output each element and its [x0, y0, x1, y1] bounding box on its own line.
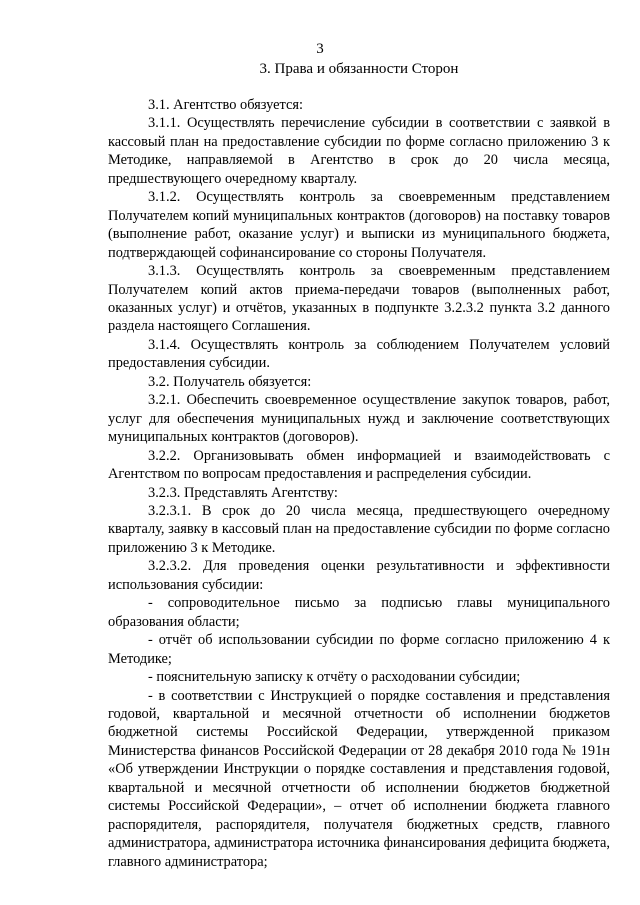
section-title: 3. Права и обязанности Сторон [259, 61, 459, 77]
paragraph-3-2: 3.2. Получатель обязуется: [148, 373, 312, 390]
list-item-cover-letter: - сопроводительное письмо за подписью главы муниципального образования области; [108, 595, 610, 630]
paragraph-3-1-2: 3.1.2. Осуществлять контроль за своевременным представлением Получателем копий муниципальных контрактов (договоров) на поставку товаров (выполнение работ, оказание услуг) и выписки из муниципального бюджета, подтверждающей софинансирование со стороны Получателя. [108, 189, 610, 261]
paragraph-3-2-3: 3.2.3. Представлять Агентству: [148, 484, 338, 501]
paragraph-3-2-3-2: 3.2.3.2. Для проведения оценки результативности и эффективности использования субсидии: [108, 558, 610, 593]
paragraph-3-1-4: 3.1.4. Осуществлять контроль за соблюдением Получателем условий предоставления субсидии. [108, 336, 610, 372]
list-item-budget-report: - в соответствии с Инструкцией о порядке составления и представления годовой, квартальной и месячной отчетности об исполнении бюджетов бюджетной системы Российской Федерации, утвержденной приказом Министерства финансов Российской Федерации от 28 декабря 2010 года № 191н «Об утверждении Инструкции о порядке составления и представления годовой, квартальной и месячной отчетности об исполнении бюджетов бюджетной системы Российской Федерации», – отчет об исполнении бюджета главного распорядителя, распорядителя, получателя бюджетных средств, главного администратора, администратора источника финансирования дефицита бюджета, главного администратора; [108, 687, 610, 870]
paragraph-3-2-2: 3.2.2. Организовывать обмен информацией и взаимодействовать с Агентством по вопросам предоставления и распределения субсидии. [108, 447, 610, 483]
list-item-explanatory-note: - пояснительную записку к отчёту о расходовании субсидии; [148, 669, 521, 686]
list-item-usage-report: - отчёт об использовании субсидии по форме согласно приложению 4 к Методике; [108, 632, 610, 667]
paragraph-3-1-3: 3.1.3. Осуществлять контроль за своевременным представлением Получателем копий актов приема-передачи товаров (выполненных работ, оказанных услуг) и отчётов, указанных в подпункте 3.2.3.2 пункта 3.2 данного раздела настоящего Соглашения. [108, 263, 610, 335]
document-body [108, 96, 610, 871]
paragraph-3-1: 3.1. Агентство обязуется: [148, 97, 304, 113]
page-number: 3 [316, 41, 324, 57]
paragraph-3-2-3-1: 3.2.3.1. В срок до 20 числа месяца, предшествующего очередному кварталу, заявку в кассовый план на предоставление субсидии по форме согласно приложению 3 к Методике. [108, 502, 610, 556]
paragraph-3-2-1: 3.2.1. Обеспечить своевременное осуществление закупок товаров, работ, услуг для обеспечения муниципальных нужд и заключение соответствующих муниципальных контрактов (договоров). [108, 392, 610, 446]
paragraph-3-1-1: 3.1.1. Осуществлять перечисление субсидии в соответствии с заявкой в кассовый план на предоставление субсидии по форме согласно приложению 3 к Методике, направляемой в Агентство в срок до 20 числа месяца, предшествующего очередному кварталу. [108, 115, 610, 187]
